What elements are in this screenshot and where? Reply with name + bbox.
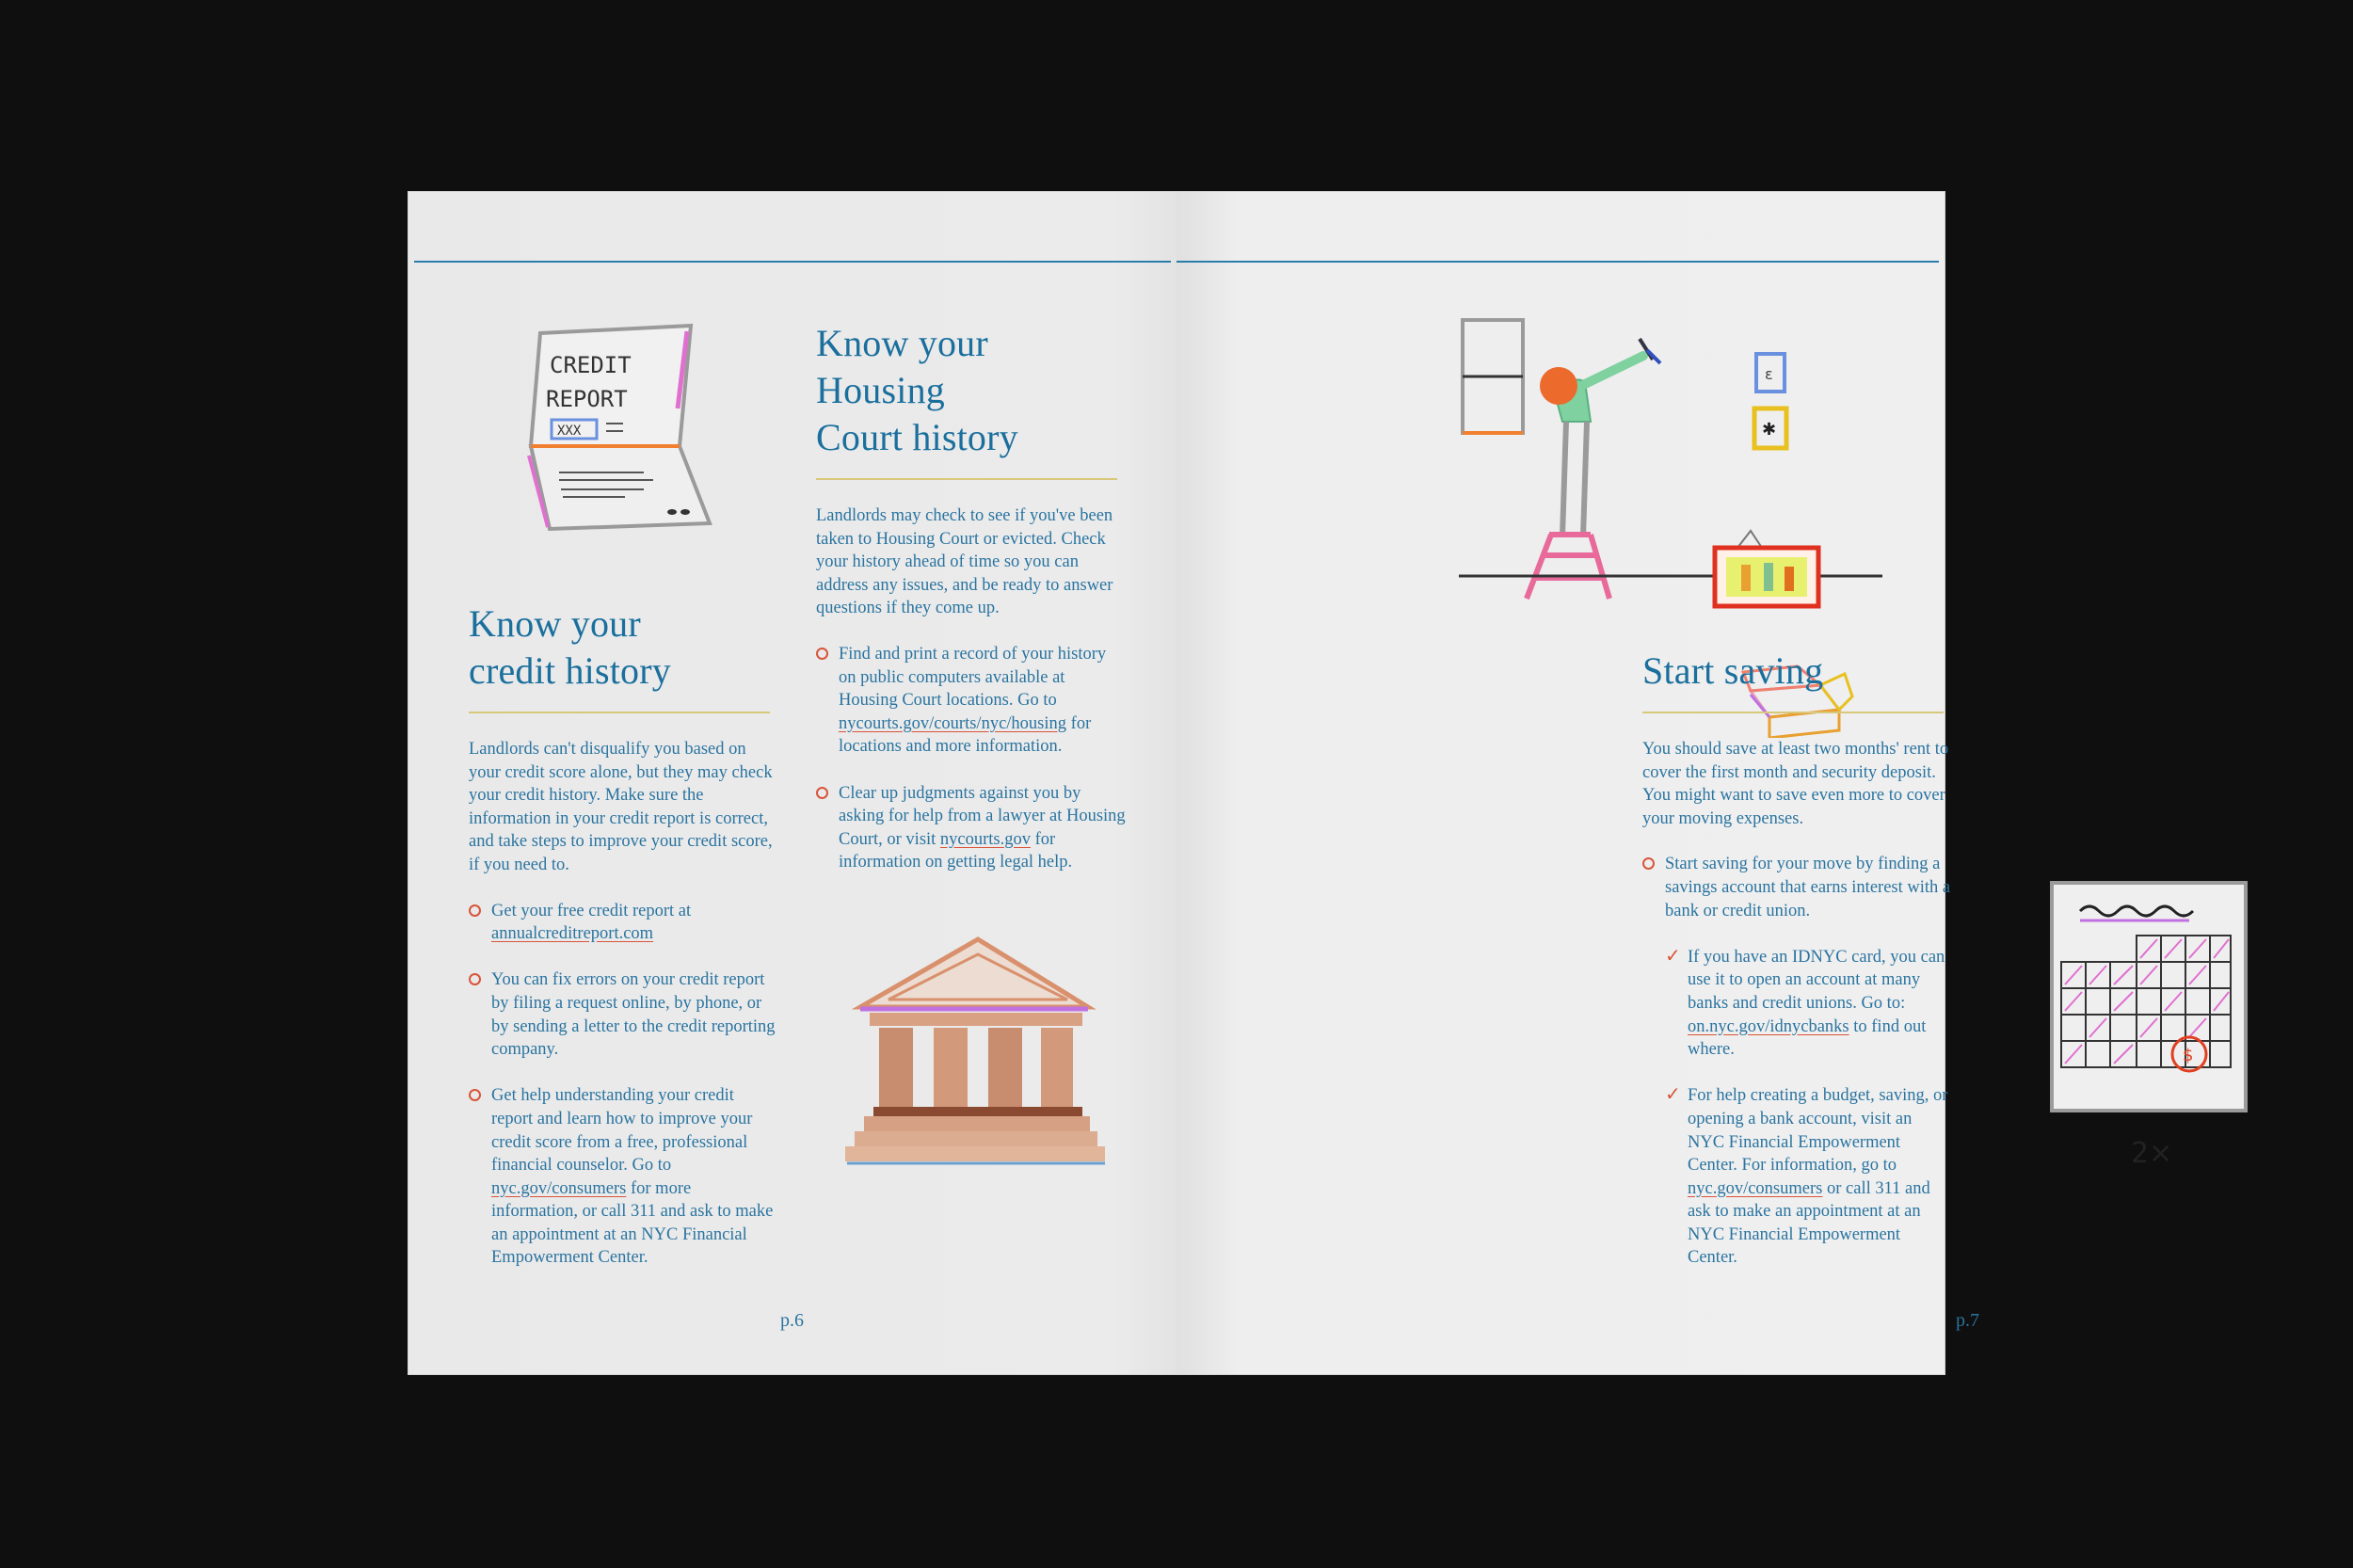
saving-intro: You should save at least two months' rent to cover the first month and security deposit. You might want to save even more to cover your moving expenses.	[1642, 740, 1949, 828]
credit-heading-line2: credit history	[469, 649, 671, 692]
idnyc-banks-link[interactable]: on.nyc.gov/idnycbanks	[1688, 1016, 1849, 1036]
credit-list-item: Get help understanding your credit report and learn how to improve your credit score from a free, professional financial counselor. Go to nyc.gov/consumers for more information, or call 311 and ask to make an appointment at an NYC Financial Empowerment Center.	[469, 1084, 779, 1270]
xxx-badge: XXX	[557, 424, 582, 439]
top-rule	[1176, 261, 1939, 263]
page-left	[408, 192, 1176, 1374]
circle-bullet-icon	[1642, 857, 1655, 870]
credit-list-item: You can fix errors on your credit report by filing a request online, by phone, or by sending a letter to the credit reporting company.	[469, 968, 779, 1061]
svg-text:ε: ε	[1765, 365, 1773, 383]
housing-list-item: Find and print a record of your history on public computers available at Housing Court locations. Go to nycourts.gov/courts/nyc/housing for locations and more information.	[816, 643, 1127, 759]
page-number-right: p.7	[1956, 1310, 1979, 1331]
credit-heading-line1: Know your	[469, 602, 641, 645]
nyc-consumers-link[interactable]: nyc.gov/consumers	[491, 1178, 627, 1198]
nycourts-link[interactable]: nycourts.gov	[939, 829, 1032, 849]
circle-bullet-icon	[816, 787, 828, 799]
circle-bullet-icon	[469, 973, 481, 985]
saving-heading: Start saving	[1642, 649, 1824, 692]
housing-list	[816, 643, 1127, 874]
saving-list-item: Start saving for your move by finding a savings account that earns interest with a bank or credit union.	[1642, 853, 1953, 922]
credit-intro: Landlords can't disqualify you based on your credit score alone, but they may check your credit history. Make sure the information in your credit report is correct, and take steps to improve your credit score, if you need to.	[469, 740, 773, 874]
credit-heading	[469, 600, 779, 695]
saving-sub-item: ✓ If you have an IDNYC card, you can use it to open an account at many banks and credit unions. Go to: on.nyc.gov/idnycbanks to find out where.	[1665, 943, 1945, 1060]
housing-heading-line2: Court history	[816, 416, 1018, 458]
credit-list	[469, 900, 779, 1271]
housing-intro: Landlords may check to see if you've been taken to Housing Court or evicted. Check your history ahead of time so you can address any issues, and be ready to answer questions if they come up.	[816, 506, 1113, 618]
housing-heading-line1: Know your Housing	[816, 322, 988, 411]
credit-list-item: Get your free credit report at annualcreditreport.com	[469, 900, 779, 946]
moving-person-illustration	[1459, 316, 1892, 617]
saving-list	[1642, 853, 1953, 1270]
saving-sub-item: ✓ For help creating a budget, saving, or opening a bank account, visit an NYC Financial Empowerment Center. For information, go to nyc.gov/consumers or call 311 and ask to make an appointment at an NYC Financial Empowerment Center.	[1665, 1082, 1948, 1268]
page-right	[1176, 192, 2194, 1374]
nyc-consumers-link[interactable]: nyc.gov/consumers	[1688, 1178, 1823, 1198]
housing-court-column	[816, 320, 1127, 898]
courthouse-illustration	[841, 932, 1114, 1176]
housing-list-item: Clear up judgments against you by asking for help from a lawyer at Housing Court, or visit nycourts.gov for information on getting legal help.	[816, 782, 1127, 874]
housing-rule	[816, 478, 1117, 480]
credit-label: CREDIT	[550, 352, 632, 378]
credit-history-column	[469, 600, 779, 1293]
svg-text:$: $	[2183, 1046, 2194, 1065]
circle-bullet-icon	[469, 1089, 481, 1101]
circle-bullet-icon	[469, 904, 481, 917]
checkmark-icon: ✓	[1665, 1082, 1681, 1106]
brochure-spread	[408, 192, 2194, 1374]
calendar-caption: 2×	[2131, 1137, 2173, 1170]
circle-bullet-icon	[816, 648, 828, 660]
report-label: REPORT	[546, 386, 628, 412]
calendar-illustration	[2048, 879, 2255, 1133]
housing-heading	[816, 320, 1127, 461]
start-saving-column	[1642, 648, 1953, 1293]
svg-text:✱: ✱	[1762, 420, 1777, 440]
checkmark-icon: ✓	[1665, 943, 1681, 967]
annualcreditreport-link[interactable]: annualcreditreport.com	[491, 924, 654, 944]
credit-rule	[469, 712, 770, 713]
credit-report-laptop-illustration	[503, 314, 728, 540]
nycourts-housing-link[interactable]: nycourts.gov/courts/nyc/housing	[839, 713, 1067, 733]
top-rule	[414, 261, 1171, 263]
saving-rule	[1642, 712, 1944, 713]
page-number-left: p.6	[780, 1310, 804, 1331]
